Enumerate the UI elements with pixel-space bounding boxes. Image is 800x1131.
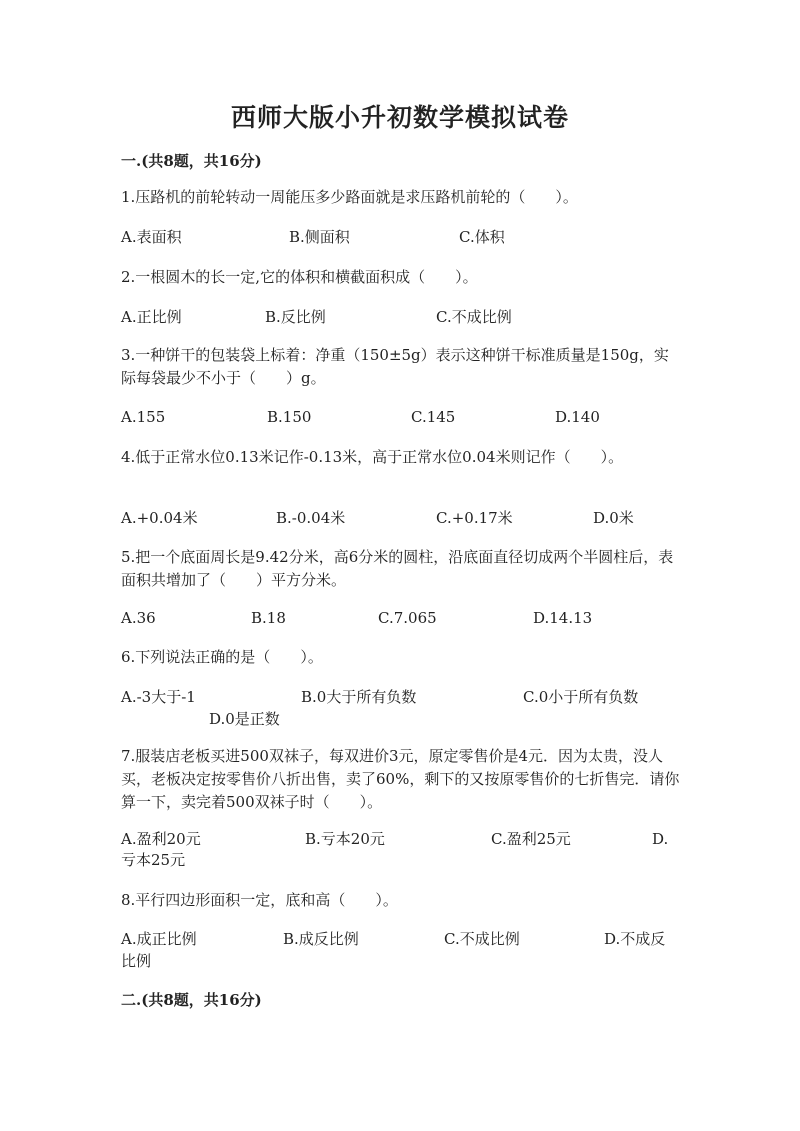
option-6a: A.-3大于-1	[121, 688, 196, 706]
option-8c: C.不成比例	[444, 930, 520, 948]
section-heading-2: 二.(共8题，共16分)	[121, 991, 262, 1009]
option-1b: B.侧面积	[289, 228, 350, 246]
option-6b: B.0大于所有负数	[301, 688, 417, 706]
question-5: 5.把一个底面周长是9.42分米，高6分米的圆柱，沿底面直径切成两个半圆柱后，表面积共增加了（ ）平方分米。	[121, 548, 674, 589]
question-6: 6.下列说法正确的是（ ）。	[121, 648, 323, 666]
option-4b: B.-0.04米	[276, 509, 346, 527]
option-6c: C.0小于所有负数	[523, 688, 639, 706]
option-8d-continued: 比例	[121, 952, 152, 970]
question-1: 1.压路机的前轮转动一周能压多少路面就是求压路机前轮的（ ）。	[121, 188, 578, 206]
option-4d: D.0米	[593, 509, 634, 527]
option-2a: A.正比例	[121, 308, 182, 326]
question-8: 8.平行四边形面积一定，底和高（ ）。	[121, 891, 398, 909]
question-3: 3.一种饼干的包装袋上标着：净重（150±5g）表示这种饼干标准质量是150g，实际每袋最少不小于（ ）g。	[121, 346, 669, 387]
option-3a: A.155	[121, 408, 166, 426]
option-7d-continued: 亏本25元	[121, 851, 186, 869]
option-7a: A.盈利20元	[121, 830, 201, 848]
section-heading-1: 一.(共8题，共16分)	[121, 152, 262, 170]
option-5b: B.18	[251, 609, 286, 627]
option-1c: C.体积	[459, 228, 505, 246]
option-8b: B.成反比例	[283, 930, 359, 948]
option-3c: C.145	[411, 408, 456, 426]
option-3b: B.150	[267, 408, 312, 426]
question-4: 4.低于正常水位0.13米记作-0.13米，高于正常水位0.04米则记作（ ）。	[121, 448, 624, 466]
option-7c: C.盈利25元	[491, 830, 571, 848]
option-6d: D.0是正数	[209, 710, 280, 728]
option-8d: D.不成反	[604, 930, 666, 948]
question-7: 7.服装店老板买进500双袜子，每双进价3元，原定零售价是4元．因为太贵，没人买，老板决定按零售价八折出售，卖了60%，剩下的又按原零售价的七折售完．请你算一下，卖完着500双袜子时（ ）。	[121, 747, 680, 811]
option-4c: C.+0.17米	[436, 509, 513, 527]
option-2c: C.不成比例	[436, 308, 512, 326]
question-2: 2.一根圆木的长一定,它的体积和横截面积成（ ）。	[121, 268, 478, 286]
option-1a: A.表面积	[121, 228, 182, 246]
page-title: 西师大版小升初数学模拟试卷	[230, 103, 569, 132]
option-3d: D.140	[555, 408, 600, 426]
option-4a: A.+0.04米	[121, 509, 198, 527]
option-5d: D.14.13	[533, 609, 593, 627]
option-5c: C.7.065	[378, 609, 437, 627]
option-8a: A.成正比例	[121, 930, 197, 948]
option-2b: B.反比例	[265, 308, 326, 326]
option-5a: A.36	[121, 609, 156, 627]
option-7d: D.	[652, 830, 669, 848]
option-7b: B.亏本20元	[305, 830, 385, 848]
